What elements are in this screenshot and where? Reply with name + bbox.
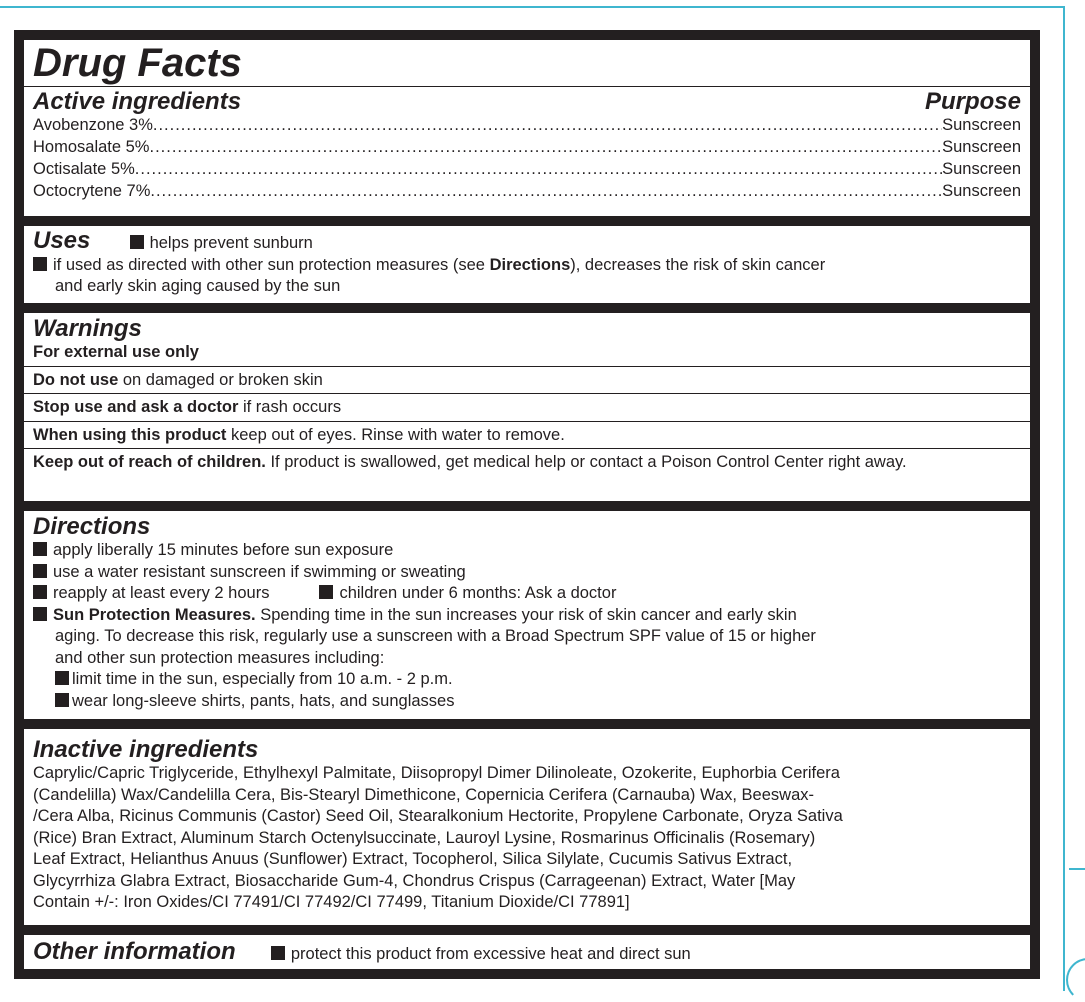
do-not-use	[24, 366, 1030, 394]
ingredient-row	[33, 137, 1021, 159]
inactive-line: (Candelilla) Wax/Candelilla Cera, Bis-Stearyl Dimethicone, Copernicia Cerifera (Carnauba) Wax, Beeswax-	[33, 785, 814, 804]
uses-item-2-cont: and early skin aging caused by the sun	[55, 277, 341, 295]
title-rule	[24, 86, 1030, 87]
inactive-line: Caprylic/Capric Triglyceride, Ethylhexyl Palmitate, Diisopropyl Dimer Dilinoleate, Ozokerite, Euphorbia Cerifera	[33, 764, 840, 782]
direction-text: reapply at least every 2 hours	[53, 584, 270, 602]
warning-text: if rash occurs	[238, 398, 342, 416]
stop-use	[24, 393, 1030, 421]
bullet-square-icon	[55, 693, 69, 707]
inactive-line: /Cera Alba, Ricinus Communis (Castor) Seed Oil, Stearalkonium Hectorite, Propylene Carbonate, Oryza Sativa	[33, 807, 843, 825]
bullet-square-icon	[130, 235, 144, 249]
directions-heading: Directions	[33, 513, 151, 540]
uses-first-line	[33, 228, 1021, 255]
ingredient-row	[33, 159, 1021, 181]
bullet-square-icon	[55, 671, 69, 685]
ingredient-name: Octisalate 5%	[33, 160, 135, 178]
other-heading: Other information	[33, 938, 236, 965]
sub-item	[33, 669, 1021, 691]
direction-text: Spending time in the sun increases your risk of skin cancer and early skin	[255, 605, 797, 624]
uses-panel	[24, 226, 1030, 303]
ingredient-name: Octocrytene 7%	[33, 182, 151, 200]
direction-item	[33, 562, 1021, 584]
warning-text: on damaged or broken skin	[118, 370, 323, 389]
direction-text: use a water resistant sunscreen if swimming or sweating	[53, 562, 466, 581]
spm-bold: Sun Protection Measures.	[53, 605, 256, 624]
uses-item-2	[33, 255, 1021, 277]
uses-heading: Uses	[33, 227, 91, 254]
external-use-text: For external use only	[33, 343, 199, 361]
uses-text: if used as directed with other sun protection measures (see	[53, 255, 490, 274]
ingredient-purpose: Sunscreen	[942, 116, 1021, 134]
ingredient-row	[33, 181, 1021, 203]
bullet-square-icon	[33, 585, 47, 599]
inactive-line: Leaf Extract, Helianthus Anuus (Sunflower) Extract, Tocopherol, Silica Silylate, Cucumis Sativus Extract,	[33, 850, 793, 868]
active-heading: Active ingredients	[33, 88, 242, 115]
direction-item	[33, 540, 1021, 562]
other-information-panel	[24, 935, 1030, 969]
trim-line-top	[0, 6, 1063, 8]
active-header	[33, 89, 1021, 115]
leader-dots	[135, 159, 942, 181]
trim-curve	[1066, 958, 1085, 1002]
direction-text: children under 6 months: Ask a doctor	[339, 584, 617, 602]
external-use	[33, 342, 1021, 366]
ingredient-row	[33, 115, 1021, 137]
warning-text: If product is swallowed, get medical help or contact a Poison Control Center right away.	[265, 453, 907, 471]
other-item: protect this product from excessive heat and direct sun	[290, 945, 691, 963]
inactive-line: Glycyrrhiza Glabra Extract, Biosaccharide Gum-4, Chondrus Crispus (Carrageenan) Extract, Water [May	[33, 871, 796, 890]
bold-lead: Do not use	[33, 370, 119, 389]
uses-text: ), decreases the risk of skin cancer	[570, 255, 826, 274]
direction-text: apply liberally 15 minutes before sun exposure	[53, 541, 394, 559]
spm-line: aging. To decrease this risk, regularly use a sunscreen with a Broad Spectrum SPF value of 15 or higher	[55, 627, 816, 645]
warnings-heading: Warnings	[33, 315, 142, 342]
ingredient-purpose: Sunscreen	[942, 138, 1021, 156]
ingredient-purpose: Sunscreen	[942, 182, 1021, 200]
bold-lead: Stop use and ask a doctor	[33, 398, 239, 416]
warning-text: keep out of eyes. Rinse with water to remove.	[226, 425, 565, 444]
uses-bold: Directions	[489, 255, 571, 274]
direction-text: wear long-sleeve shirts, pants, hats, and sunglasses	[72, 691, 455, 710]
leader-dots	[149, 137, 942, 159]
bullet-square-icon	[33, 257, 47, 271]
purpose-heading: Purpose	[924, 88, 1021, 115]
directions-panel	[24, 511, 1030, 719]
trim-line-side	[1069, 868, 1085, 870]
active-ingredients-panel	[24, 40, 1030, 216]
direction-item	[33, 605, 1021, 627]
inactive-line: (Rice) Bran Extract, Aluminum Starch Octenylsuccinate, Lauroyl Lysine, Rosmarinus Officinalis (Rosemary)	[33, 828, 816, 847]
bullet-square-icon	[33, 542, 47, 556]
when-using	[24, 421, 1030, 449]
inactive-ingredients-panel	[24, 729, 1030, 925]
uses-item: helps prevent sunburn	[149, 234, 313, 252]
drug-facts-label	[14, 30, 1040, 979]
bold-lead: When using this product	[33, 425, 227, 444]
bold-lead: Keep out of reach of children.	[33, 453, 266, 471]
bullet-square-icon	[319, 585, 333, 599]
trim-line-right	[1063, 6, 1065, 991]
ingredient-name: Avobenzone 3%	[33, 116, 153, 134]
bullet-square-icon	[33, 607, 47, 621]
sub-item	[33, 691, 1021, 713]
direction-item	[33, 583, 1021, 605]
spm-line: and other sun protection measures including:	[55, 648, 385, 667]
leader-dots	[153, 115, 942, 137]
ingredient-purpose: Sunscreen	[942, 160, 1021, 178]
drug-facts-title: Drug Facts	[33, 41, 242, 85]
leader-dots	[150, 181, 942, 203]
inactive-line: Contain +/-: Iron Oxides/CI 77491/CI 77492/CI 77499, Titanium Dioxide/CI 77891]	[33, 893, 630, 911]
bullet-square-icon	[33, 564, 47, 578]
warnings-panel	[24, 313, 1030, 501]
inactive-heading: Inactive ingredients	[33, 736, 259, 763]
keep-out-of-reach	[24, 448, 1030, 476]
direction-text: limit time in the sun, especially from 10 a.m. - 2 p.m.	[72, 670, 453, 688]
bullet-square-icon	[271, 946, 285, 960]
ingredient-name: Homosalate 5%	[33, 138, 150, 156]
